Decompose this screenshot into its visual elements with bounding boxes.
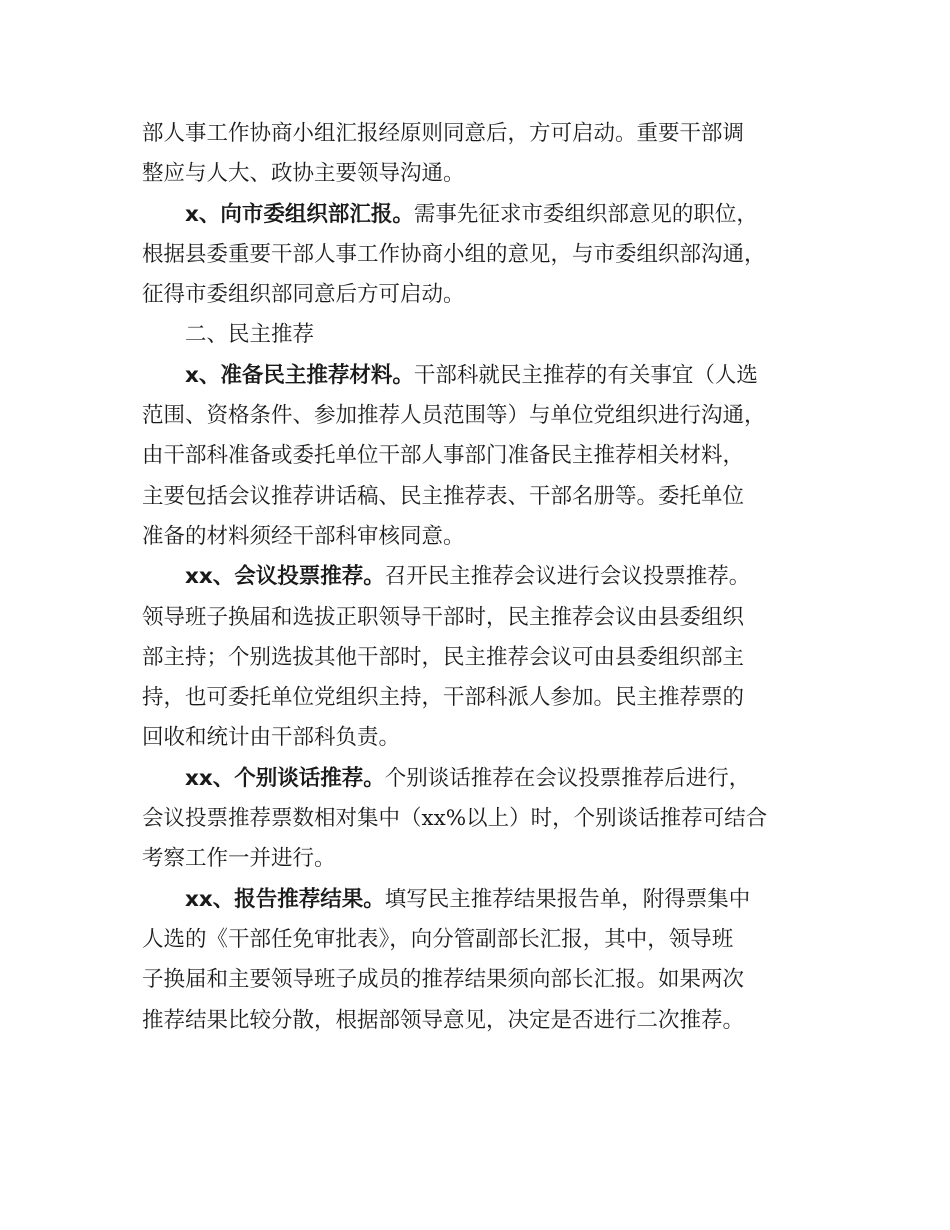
text-line: 考察工作一并进行。 [142,846,336,872]
text-line: 范围、资格条件、参加推荐人员范围等）与单位党组织进行沟通， [142,403,766,429]
text-line: 部人事工作协商小组汇报经原则同意后，方可启动。重要干部调 [142,121,745,146]
paragraph-lead: xx、会议投票推荐。 [185,564,385,590]
document-body [142,114,814,1041]
paragraph-report-results [142,880,814,1041]
text-line [142,356,814,396]
paragraph-text: 个别谈话推荐在会议投票推荐后进行， [384,765,751,791]
text-line [142,880,814,920]
paragraph-lead: xx、报告推荐结果。 [185,886,385,912]
paragraph-text: 召开民主推荐会议进行会议投票推荐。 [384,564,751,590]
text-line: 持，也可委托单位党组织主持，干部科派人参加。民主推荐票的 [142,685,745,711]
text-line: 由干部科准备或委托单位干部人事部门准备民主推荐相关材料， [142,443,745,469]
text-line: 主要包括会议推荐讲话稿、民主推荐表、干部名册等。委托单位 [142,483,745,509]
text-line [142,557,814,597]
text-line [142,759,814,799]
paragraph-text: 填写民主推荐结果报告单，附得票集中 [384,886,751,912]
text-line: 根据县委重要干部人事工作协商小组的意见，与市委组织部沟通， [142,241,766,267]
text-line: 人选的《干部任免审批表》，向分管副部长汇报，其中，领导班 [142,926,734,952]
section-heading: 二、民主推荐 [185,322,315,348]
paragraph-lead: x、向市委组织部汇报。 [185,201,414,227]
text-line: 回收和统计由干部科负责。 [142,725,401,751]
paragraph-text: 需事先征求市委组织部意见的职位， [413,201,758,227]
paragraph-prepare-materials [142,356,814,557]
text-line: 部主持；个别选拔其他干部时，民主推荐会议可由县委组织部主 [142,644,745,670]
text-line: 整应与人大、政协主要领导沟通。 [142,161,465,187]
text-line: 准备的材料须经干部科审核同意。 [142,523,465,549]
text-line: 会议投票推荐票数相对集中（xx%以上）时，个别谈话推荐可结合 [142,806,768,832]
paragraph-continuation [142,114,814,195]
paragraph-lead: x、准备民主推荐材料。 [185,362,414,388]
text-line: 领导班子换届和选拔正职领导干部时，民主推荐会议由县委组织 [142,604,745,630]
paragraph-text: 干部科就民主推荐的有关事宜（人选 [413,362,758,388]
paragraph-meeting-vote [142,557,814,758]
paragraph-individual-talk [142,759,814,880]
text-line: 推荐结果比较分散，根据部领导意见，决定是否进行二次推荐。 [142,1007,745,1033]
text-line [142,195,814,235]
text-line: 征得市委组织部同意后方可启动。 [142,282,465,308]
text-line: 子换届和主要领导班子成员的推荐结果须向部长汇报。如果两次 [142,967,745,993]
paragraph-lead: xx、个别谈话推荐。 [185,765,385,791]
paragraph-report-city-org-dept [142,195,814,316]
